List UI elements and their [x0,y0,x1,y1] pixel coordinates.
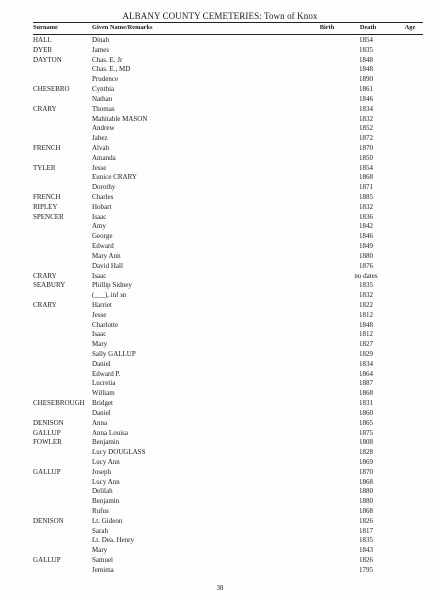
record-row [0,281,440,291]
death-cell: 1822 [359,300,373,309]
given-name-cell: Nathan [92,94,113,103]
given-name-cell: Cynthia [92,85,115,94]
death-cell: 1870 [359,143,373,152]
given-name-cell: Dinah [92,36,110,44]
given-name-cell: Sarah [92,526,108,535]
surname-cell: CHESEBRO [33,85,70,94]
surname-cell: DENISON [33,418,64,427]
given-name-cell: Isaac [92,212,107,221]
death-cell: 1861 [359,85,373,94]
record-row [0,36,440,46]
column-header-death: Death [359,24,377,31]
given-name-cell: Chas. E. Jr [92,55,123,64]
record-row [0,262,440,272]
record-row [0,85,440,95]
record-row [0,507,440,517]
record-row [0,95,440,105]
record-row [0,193,440,203]
death-cell: 1885 [359,193,373,201]
page-number: 38 [216,584,224,592]
record-row [0,330,440,340]
surname-cell: GALLUP [33,556,61,565]
given-name-cell: James [92,45,110,54]
record-row [0,164,440,174]
record-row [0,340,440,350]
surname-cell: DENISON [33,516,64,525]
death-cell: 1828 [359,448,373,457]
death-cell: 1849 [359,242,373,251]
death-cell: 1812 [359,330,373,339]
death-cell: 1834 [359,104,373,113]
death-cell: 1829 [359,350,373,358]
death-cell: 1848 [359,65,373,74]
given-name-cell: Anna [92,418,108,427]
surname-cell: FRENCH [33,143,61,152]
given-name-cell: Isaac [92,271,107,280]
given-name-cell: Charlotte [92,320,119,329]
record-row [0,252,440,262]
given-name-cell: Dorothy [92,183,116,192]
record-row [0,75,440,85]
death-cell: 1872 [359,134,373,143]
surname-cell: GALLUP [33,467,61,476]
death-cell: 1836 [359,212,373,221]
surname-cell: FOWLER [33,438,62,447]
record-row [0,399,440,409]
record-row [0,291,440,301]
given-name-cell: George [92,232,113,241]
given-name-cell: Harriet [92,300,112,309]
given-name-cell: Mary Ann [92,251,121,260]
surname-cell: CRARY [33,104,57,113]
record-row [0,115,440,125]
death-cell: 1854 [359,163,373,172]
death-cell: 1842 [359,222,373,231]
surname-cell: CRARY [33,300,57,309]
given-name-cell: Phillip Sidney [92,281,132,290]
surname-cell: HALL [33,36,52,44]
given-name-cell: Mary [92,340,108,349]
death-cell: 1832 [359,114,373,123]
record-row [0,154,440,164]
record-row [0,232,440,242]
record-row [0,203,440,213]
given-name-cell: Sally GALLUP [92,350,136,358]
death-cell: 1869 [359,457,373,466]
death-cell: 1868 [359,173,373,182]
death-cell: 1850 [359,153,373,162]
death-cell: 1848 [359,320,373,329]
record-row [0,409,440,419]
record-row [0,222,440,232]
given-name-cell: Lucy Ann [92,477,120,486]
given-name-cell: Mary [92,546,108,555]
given-name-cell: Chas. E., MD [92,65,131,74]
given-name-cell: David Hall [92,261,123,270]
death-cell: 1826 [359,556,373,565]
burial-records-list [0,36,440,576]
given-name-cell: Prudence [92,75,119,84]
record-row [0,468,440,478]
record-row [0,448,440,458]
death-cell: 1876 [359,261,373,270]
given-name-cell: (___), inf sn [92,291,127,300]
column-header-birth: Birth [319,24,335,31]
column-header-age: Age [404,24,416,31]
death-cell: 1826 [359,516,373,525]
record-row [0,487,440,497]
surname-cell: DAYTON [33,55,62,64]
death-cell: 1832 [359,202,373,211]
header-bottom-rule [33,34,423,35]
death-cell: 1880 [359,487,373,496]
death-cell: 1868 [359,389,373,398]
death-cell: 1832 [359,291,373,300]
page-title: ALBANY COUNTY CEMETERIES: Town of Knox [122,11,318,21]
record-row [0,56,440,66]
given-name-cell: Amanda [92,153,116,162]
record-row [0,311,440,321]
death-cell: 1890 [359,75,373,84]
death-cell: 1795 [359,565,373,574]
given-name-cell: Charles [92,193,114,201]
surname-cell: FRENCH [33,193,61,201]
given-name-cell: Edward [92,242,114,251]
record-row [0,183,440,193]
given-name-cell: Daniel [92,359,111,368]
record-row [0,301,440,311]
given-name-cell: Thomas [92,104,115,113]
death-cell: 1860 [359,408,373,417]
death-cell: 1846 [359,232,373,241]
death-cell: 1846 [359,94,373,103]
death-cell: 1835 [359,281,373,290]
column-header-given-name: Given Name/Remarks [92,24,153,31]
death-cell: 1880 [359,251,373,260]
given-name-cell: Benjamin [92,497,120,506]
record-row [0,566,440,576]
surname-cell: CRARY [33,271,57,280]
record-row [0,478,440,488]
death-cell: 1880 [359,497,373,506]
given-name-cell: Daniel [92,408,111,417]
death-cell: 1887 [359,379,373,388]
given-name-cell: Samuel [92,556,113,565]
given-name-cell: William [92,389,115,398]
surname-cell: DYER [33,45,53,54]
death-cell: 1854 [359,36,373,44]
record-row [0,134,440,144]
death-cell: 1871 [359,183,373,192]
given-name-cell: Eunice CRARY [92,173,137,182]
record-row [0,419,440,429]
given-name-cell: Lucy Ann [92,457,120,466]
death-cell: 1875 [359,428,373,437]
surname-cell: GALLUP [33,428,61,437]
record-row [0,350,440,360]
death-cell: 1808 [359,438,373,447]
death-cell: no dates [354,271,378,280]
record-row [0,242,440,252]
surname-cell: SEABURY [33,281,66,290]
given-name-cell: Lt. Dea. Henry [92,536,134,545]
given-name-cell: Amy [92,222,106,231]
death-cell: 1843 [359,546,373,555]
given-name-cell: Mahitable MASON [92,114,148,123]
record-row [0,527,440,537]
death-cell: 1835 [359,45,373,54]
death-cell: 1834 [359,359,373,368]
given-name-cell: Jesse [92,310,107,319]
given-name-cell: Jemima [92,565,114,574]
surname-cell: RIPLEY [33,202,58,211]
record-row [0,124,440,134]
record-row [0,46,440,56]
death-cell: 1865 [359,418,373,427]
given-name-cell: Alvah [92,143,110,152]
death-cell: 1852 [359,124,373,133]
record-row [0,144,440,154]
death-cell: 1848 [359,55,373,64]
record-row [0,379,440,389]
surname-cell: SPENCER [33,212,64,221]
death-cell: 1817 [359,526,373,535]
header-top-rule [33,22,423,23]
death-cell: 1864 [359,369,373,378]
column-header-surname: Surname [33,24,58,31]
given-name-cell: Andrew [92,124,115,133]
record-row [0,389,440,399]
record-row [0,272,440,282]
record-row [0,536,440,546]
given-name-cell: Delilah [92,487,113,496]
death-cell: 1827 [359,340,373,349]
surname-cell: CHESEBROUGH [33,399,85,408]
record-row [0,497,440,507]
record-row [0,105,440,115]
given-name-cell: Jabez [92,134,108,143]
death-cell: 1812 [359,310,373,319]
record-row [0,321,440,331]
death-cell: 1835 [359,536,373,545]
record-row [0,213,440,223]
record-row [0,360,440,370]
death-cell: 1870 [359,467,373,476]
given-name-cell: Isaac [92,330,107,339]
given-name-cell: Edward P. [92,369,121,378]
given-name-cell: Bridget [92,399,113,408]
record-row [0,438,440,448]
death-cell: 1868 [359,477,373,486]
record-row [0,556,440,566]
record-row [0,458,440,468]
given-name-cell: Jesse [92,163,107,172]
record-row [0,173,440,183]
record-row [0,370,440,380]
given-name-cell: Lucretia [92,379,116,388]
given-name-cell: Rufus [92,507,109,515]
death-cell: 1831 [359,399,373,408]
given-name-cell: Joseph [92,467,112,476]
given-name-cell: Lucy DOUGLASS [92,448,146,457]
record-row [0,429,440,439]
record-row [0,546,440,556]
given-name-cell: Benjamin [92,438,120,447]
record-row [0,517,440,527]
surname-cell: TYLER [33,163,56,172]
given-name-cell: Lt. Gideon [92,516,123,525]
given-name-cell: Hobart [92,202,112,211]
death-cell: 1868 [359,507,373,515]
record-row [0,65,440,75]
given-name-cell: Anna Louisa [92,428,128,437]
